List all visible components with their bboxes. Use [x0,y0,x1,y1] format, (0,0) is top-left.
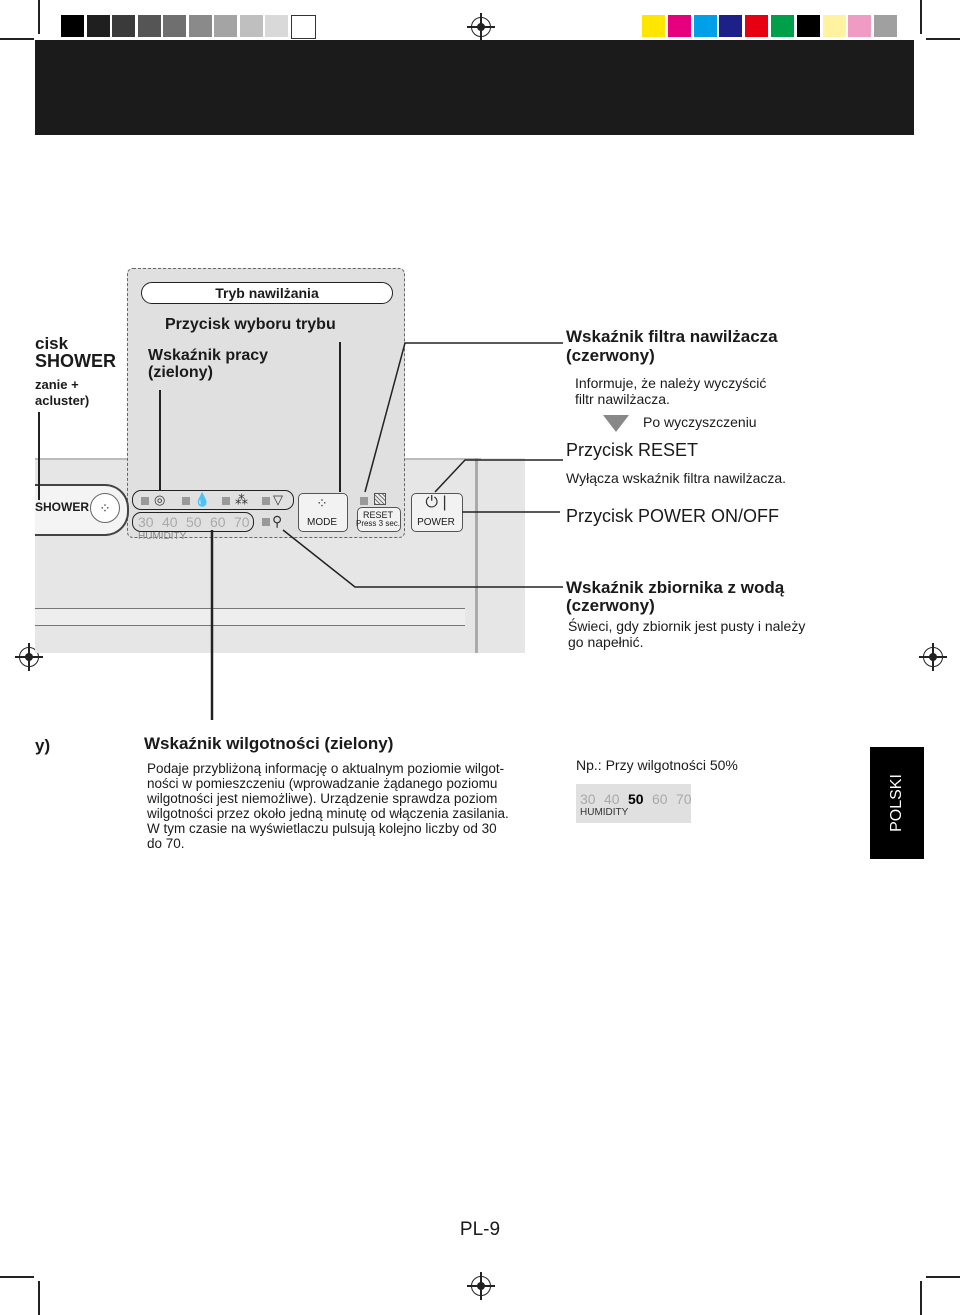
cluster-mode-icon: ⁂ [235,492,248,507]
reset-label-2: Press 3 sec. [355,519,400,528]
humidity-scale-number: 60 [210,514,226,530]
humidity-text-line: Podaje przybliżoną informację o aktualnym poziomie wilgot- [147,761,505,776]
page-number: PL-9 [459,1219,501,1240]
humidity-scale-number: 50 [186,514,202,530]
humidity-scale-number: 70 [676,791,692,807]
left-cut-text-3: zanie + [35,377,79,392]
humidity-scale-number: 70 [234,514,250,530]
tank-indicator-title-1: Wskaźnik zbiornika z wodą [566,578,785,597]
reset-label-1: RESET [362,510,393,520]
humidity-text-line: ności w pomieszczeniu (wprowadzanie żądanego poziomu [147,776,498,791]
humidity-text-line: do 70. [147,836,185,851]
humidity-scale-number: 50 [628,791,644,807]
humidity-section-text [147,761,547,851]
filter-indicator-title-1: Wskaźnik filtra nawilżacza [566,327,778,346]
tank-indicator-desc-2: go napełnić. [568,634,644,650]
left-cut-text-2: SHOWER [35,351,116,371]
humidity-text-line: W tym czasie na wyświetlaczu pulsują kolejno liczby od 30 [147,821,497,836]
tank-indicator-desc-1: Świeci, gdy zbiornik jest pusty i należy [568,618,806,634]
example-humidity-label: HUMIDITY [580,807,629,818]
example-label: Np.: Przy wilgotności 50% [576,757,738,773]
humidity-text-line: wilgotności jest niemożliwe). Urządzenie sprawdza poziom [147,791,498,806]
water-tap-icon: ⚲ [272,513,283,529]
humidity-scale-number: 40 [604,791,620,807]
filter-indicator-desc-1: Informuje, że należy wyczyścić [575,375,767,391]
auto-mode-icon: ◎ [154,492,166,507]
language-label: POLSKI [888,774,905,832]
humidity-scale-number: 30 [580,791,596,807]
mode-button-label: MODE [307,517,337,528]
drop-mode-icon: 💧 [194,492,211,507]
work-indicator-label-2: (zielony) [148,364,213,381]
left-cut-text-bottom: y) [35,736,51,755]
filter-indicator-title-2: (czerwony) [566,346,655,365]
language-tab [870,747,924,859]
humidity-text-line: wilgotności przez około jedną minutę od włączenia zasilania. [147,806,509,821]
humidity-scale-number: 30 [138,514,154,530]
reset-callout-desc: Wyłącza wskaźnik filtra nawilżacza. [566,470,787,486]
after-cleaning-label: Po wyczyszczeniu [643,414,757,430]
down-triangle-icon [603,415,629,432]
mode-button-icon: ⁘ [316,495,328,511]
tank-indicator-title-2: (czerwony) [566,596,655,615]
left-cut-text-4: acluster) [35,393,90,408]
mode-selector-label: Przycisk wyboru trybu [165,316,336,333]
left-cut-text-1: cisk [35,334,69,353]
work-indicator-label-1: Wskaźnik pracy [148,347,269,364]
humidity-section-title: Wskaźnik wilgotności (zielony) [144,734,394,753]
reset-callout-title: Przycisk RESET [566,440,699,460]
humidity-panel-label: HUMIDITY [138,531,187,542]
shower-label: SHOWER [35,500,89,514]
humidifying-mode-title: Tryb nawilżania [141,282,393,304]
power-icon: ⏻ | [425,494,447,511]
power-button-label: POWER [417,517,455,528]
power-callout-title: Przycisk POWER ON/OFF [566,506,779,526]
filter-mode-icon: ▽ [273,492,283,507]
humidity-scale-number: 40 [162,514,178,530]
shower-icon: ⁘ [90,493,120,523]
filter-indicator-desc-2: filtr nawilżacza. [575,391,670,407]
humidity-scale-number: 60 [652,791,668,807]
